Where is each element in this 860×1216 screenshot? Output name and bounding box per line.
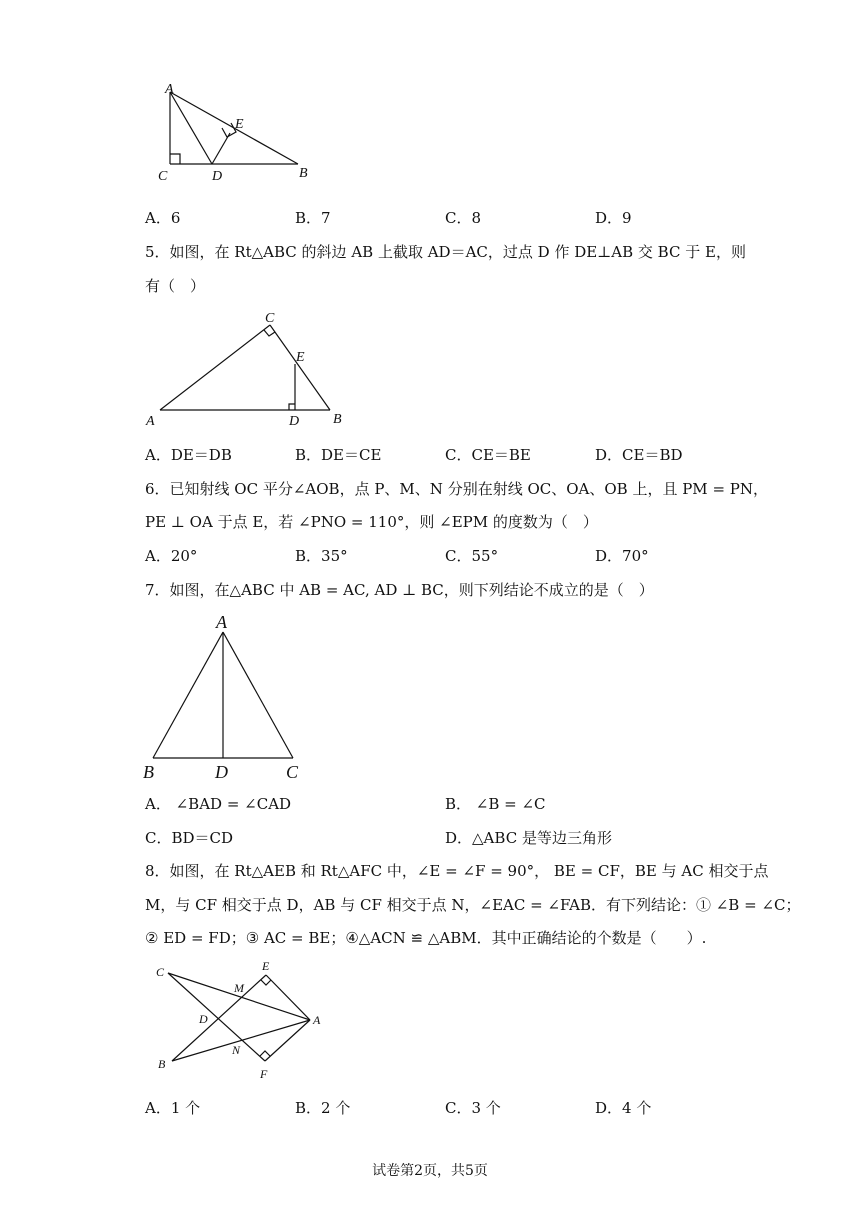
q7-text-line1: 7．如图，在△ABC 中 AB = AC, AD ⊥ BC，则下列结论不成立的是（ ） [145,581,654,599]
fig8-label-m: M [234,981,244,995]
fig8-label-b: B [158,1057,166,1071]
q5-text-line2: 有（ ） [145,277,206,295]
fig4-label-a: A [165,82,174,97]
fig8-label-e: E [262,959,270,973]
figure-q7 [135,608,310,783]
q8-text-line1: 8．如图，在 Rt△AEB 和 Rt△AFC 中，∠E = ∠F = 90°， BE = CF，BE 与 AC 相交于点 [145,862,769,880]
fig5-label-c: C [265,311,275,326]
q5-option-a: A．DE＝DB [145,446,232,464]
fig8-label-n: N [232,1043,241,1057]
q7-option-d: D．△ABC 是等边三角形 [445,829,612,847]
q6-option-a: A．20° [145,547,198,565]
fig5-label-a: A [146,414,155,429]
fig8-label-a: A [313,1013,321,1027]
fig8-label-c: C [156,965,165,979]
fig5-label-d: D [289,414,300,429]
q6-text-line1: 6．已知射线 OC 平分∠AOB，点 P、M、N 分别在射线 OC、OA、OB 上，且 PM = PN， [145,480,768,498]
q6-option-c: C．55° [445,547,499,565]
q8-text-line2: M，与 CF 相交于点 D，AB 与 CF 相交于点 N，∠EAC = ∠FAB．有下列结论：① ∠B = ∠C； [145,896,801,914]
q8-option-b: B．2 个 [295,1099,351,1117]
q6-text-line2: PE ⊥ OA 于点 E，若 ∠PNO = 110°，则 ∠EPM 的度数为（ ） [145,513,598,531]
q8-option-d: D．4 个 [595,1099,652,1117]
q7-option-a: A． ∠BAD = ∠CAD [145,795,292,813]
q4-option-c: C．8 [445,209,482,227]
q4-option-d: D．9 [595,209,632,227]
fig4-label-d: D [212,169,223,184]
q5-option-c: C．CE＝BE [445,446,531,464]
fig7-label-a: A [216,612,227,632]
q6-option-b: B．35° [295,547,348,565]
q4-option-b: B．7 [295,209,331,227]
fig8-label-f: F [260,1067,268,1081]
q8-option-c: C．3 个 [445,1099,501,1117]
fig7-label-c: C [286,762,299,782]
figure-q5 [140,305,355,430]
fig4-label-e: E [235,117,244,132]
fig8-label-d: D [199,1012,208,1026]
q7-option-b: B． ∠B = ∠C [445,795,546,813]
fig4-label-b: B [299,166,308,181]
q6-option-d: D．70° [595,547,649,565]
fig5-label-b: B [333,412,342,427]
q7-option-c: C．BD＝CD [145,829,234,847]
q8-option-a: A．1 个 [145,1099,201,1117]
q5-option-d: D．CE＝BD [595,446,683,464]
fig4-label-c: C [158,169,168,184]
q8-text-line3: ② ED = FD；③ AC = BE；④△ACN ≌ △ABM．其中正确结论的个数是（ ）. [145,929,707,947]
figure-q4 [155,80,330,185]
fig7-label-b: B [143,762,154,782]
q5-option-b: B．DE＝CE [295,446,382,464]
page-footer: 试卷第2页，共5页 [372,1163,488,1179]
q4-option-a: A．6 [145,209,181,227]
fig5-label-e: E [296,350,305,365]
figure-q8 [150,958,330,1083]
fig7-label-d: D [215,762,228,782]
q5-text-line1: 5．如图，在 Rt△ABC 的斜边 AB 上截取 AD＝AC，过点 D 作 DE⊥AB 交 BC 于 E，则 [145,243,746,261]
